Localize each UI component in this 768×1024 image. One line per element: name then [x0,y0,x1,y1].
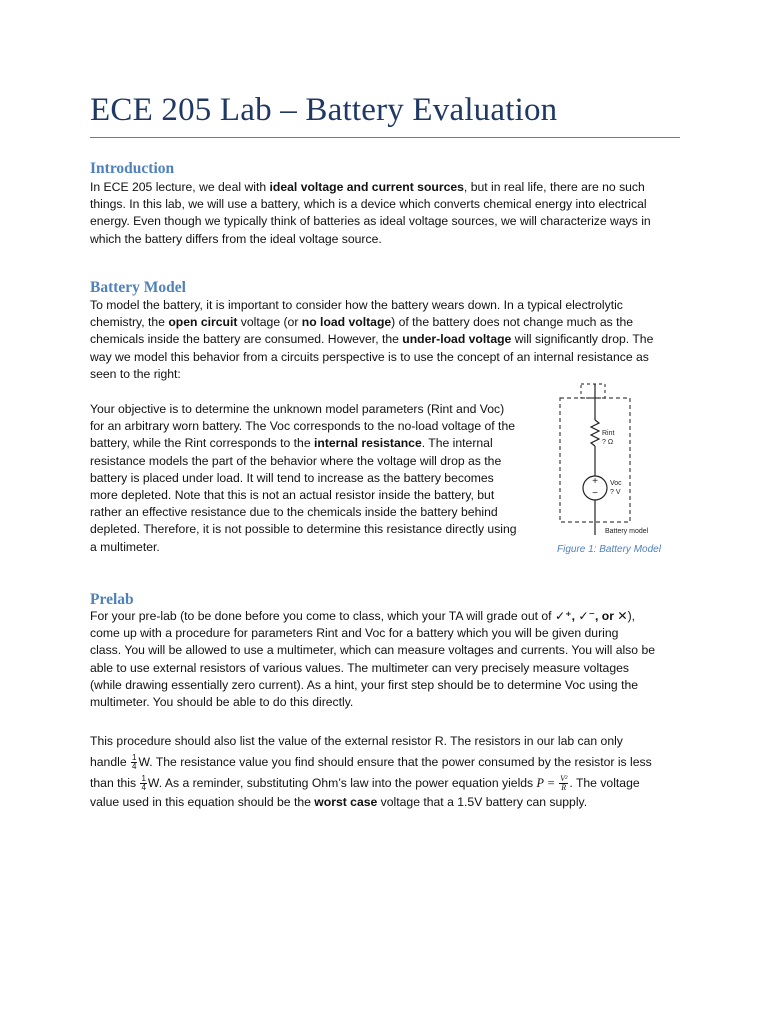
text-run: voltage that a 1.5V battery can supply. [377,795,588,809]
battery-terminal-cap [581,384,605,398]
objective-paragraph [90,401,517,556]
text-run: chemistry, the [90,315,169,330]
text-run: chemicals inside the battery are consumed. However, the [90,332,403,347]
prelab-heading: Prelab [90,591,134,608]
bold-text: open circuit [168,315,238,330]
fraction-numerator: 1 [141,774,146,784]
text-run: , but in real life, there are no such [463,180,645,194]
bold-text: no load voltage [301,315,392,330]
text-run: handle [90,755,130,769]
prelab-line-4: able to use external resistors of various values. The multimeter can very precisely measure voltages [90,660,629,675]
prelab-paragraph-1 [90,608,655,711]
text-run: . The internal [421,436,493,451]
bold-text: internal resistance [314,436,422,451]
fraction-denominator: 4 [131,762,137,772]
intro-paragraph [90,179,651,248]
text-run: than this [90,776,140,790]
intro-line-3: energy. Even though we typically think of batteries as ideal voltage sources, we will characterize ways in [90,214,651,229]
text-run: ) of the battery does not change much as the [391,315,634,330]
bold-text: under-load voltage [402,332,512,347]
rint-label: Rint [602,430,615,437]
prelab2-line-1: This procedure should also list the value of the external resistor R. The resistors in our lab can only [90,734,623,748]
text-run: value used in this equation should be the [90,795,315,809]
objective-line-7: rather an effective resistance due to the chemicals inside the battery behind [90,505,498,520]
text-run: In ECE 205 lecture, we deal with [90,180,270,194]
text-run: will significantly drop. The [511,332,654,347]
prelab-line-1 [90,608,655,625]
equation-numerator: V² [560,774,568,784]
objective-line-8: depleted. Therefore, it is not possible to determine this resistance directly using [90,522,517,537]
voc-value: ? V [610,489,621,496]
quarter-fraction [131,754,137,771]
bold-text: worst case [314,795,378,809]
model-line-5: seen to the right: [90,366,181,381]
prelab-line-6: multimeter. You should be able to do this directly. [90,695,354,710]
battery-model-paragraph [90,297,653,383]
objective-line-4: resistance models the part of the behavior where the voltage will drop as the [90,453,502,468]
text-run: W. The resistance value you find should ensure that the power consumed by the resistor is less [138,755,652,769]
text-run: ), [627,609,636,623]
intro-line-1 [90,179,651,196]
battery-model-heading: Battery Model [90,279,186,296]
prelab2-line-2 [90,752,652,773]
voc-label: Voc [610,480,622,487]
rint-value: ? Ω [602,439,614,446]
objective-line-5: battery is placed under load. It will tend to increase as the battery becomes [90,470,494,485]
battery-model-diagram [555,378,665,543]
objective-line-6: more depleted. Note that this is not an actual resistor inside the battery, but [90,488,495,503]
power-equation-lhs: P = [536,776,559,790]
prelab-line-5: (while drawing essentially zero current). As a hint, your first step should be to determine Voc using the [90,677,639,692]
text-run: voltage (or [237,315,302,330]
grade-symbols: ✓⁺, ✓⁻, or ✕ [554,609,628,623]
objective-line-2: for an arbitrary worn battery. The Voc corresponds to the no-load voltage of the [90,419,515,434]
intro-line-2: things. In this lab, we will use a battery, which is a device which converts chemical energy into electrical [90,197,647,212]
prelab-paragraph-2 [90,731,652,811]
prelab2-line-3 [90,773,652,794]
equation-denominator: R [561,783,567,793]
objective-line-1: Your objective is to determine the unknown model parameters (Rint and Voc) [90,402,505,416]
figure-caption: Figure 1: Battery Model [557,544,661,555]
title-underline [90,137,680,138]
page-title: ECE 205 Lab – Battery Evaluation [90,92,558,128]
model-line-2 [90,314,653,331]
text-run: For your pre-lab (to be done before you come to class, which your TA will grade out of [90,609,555,623]
fraction-numerator: 1 [131,753,137,763]
bold-text: ideal voltage and current sources [269,180,464,194]
fraction-denominator: 4 [141,783,146,793]
model-line-3 [90,331,653,348]
minus-sign: − [592,488,598,499]
objective-line-9: a multimeter. [90,539,160,554]
battery-model-label: Battery model [605,528,649,535]
rint-resistor [591,420,599,446]
objective-line-3 [90,435,517,452]
text-run: battery, while the Rint corresponds to the [90,436,315,451]
text-run: W. As a reminder, substituting Ohm’s law into the power equation yields [147,776,537,790]
text-run: . The voltage [569,776,640,790]
plus-sign: + [592,476,598,487]
intro-heading: Introduction [90,160,175,177]
quarter-fraction [140,775,146,792]
model-line-1: To model the battery, it is important to consider how the battery wears down. In a typical electrolytic [90,298,623,312]
intro-line-4: which the battery differs from the ideal voltage source. [90,231,382,246]
prelab-line-3: class. You will be allowed to use a multimeter, which can measure voltages and currents. You will also be [90,643,655,658]
model-line-4: way we model this behavior from a circuits perspective is to use the concept of an internal resistance as [90,349,649,364]
prelab-line-2: come up with a procedure for parameters Rint and Voc for a battery which you will be given during [90,626,619,641]
prelab2-line-4 [90,794,652,811]
power-equation-fraction [559,775,568,792]
